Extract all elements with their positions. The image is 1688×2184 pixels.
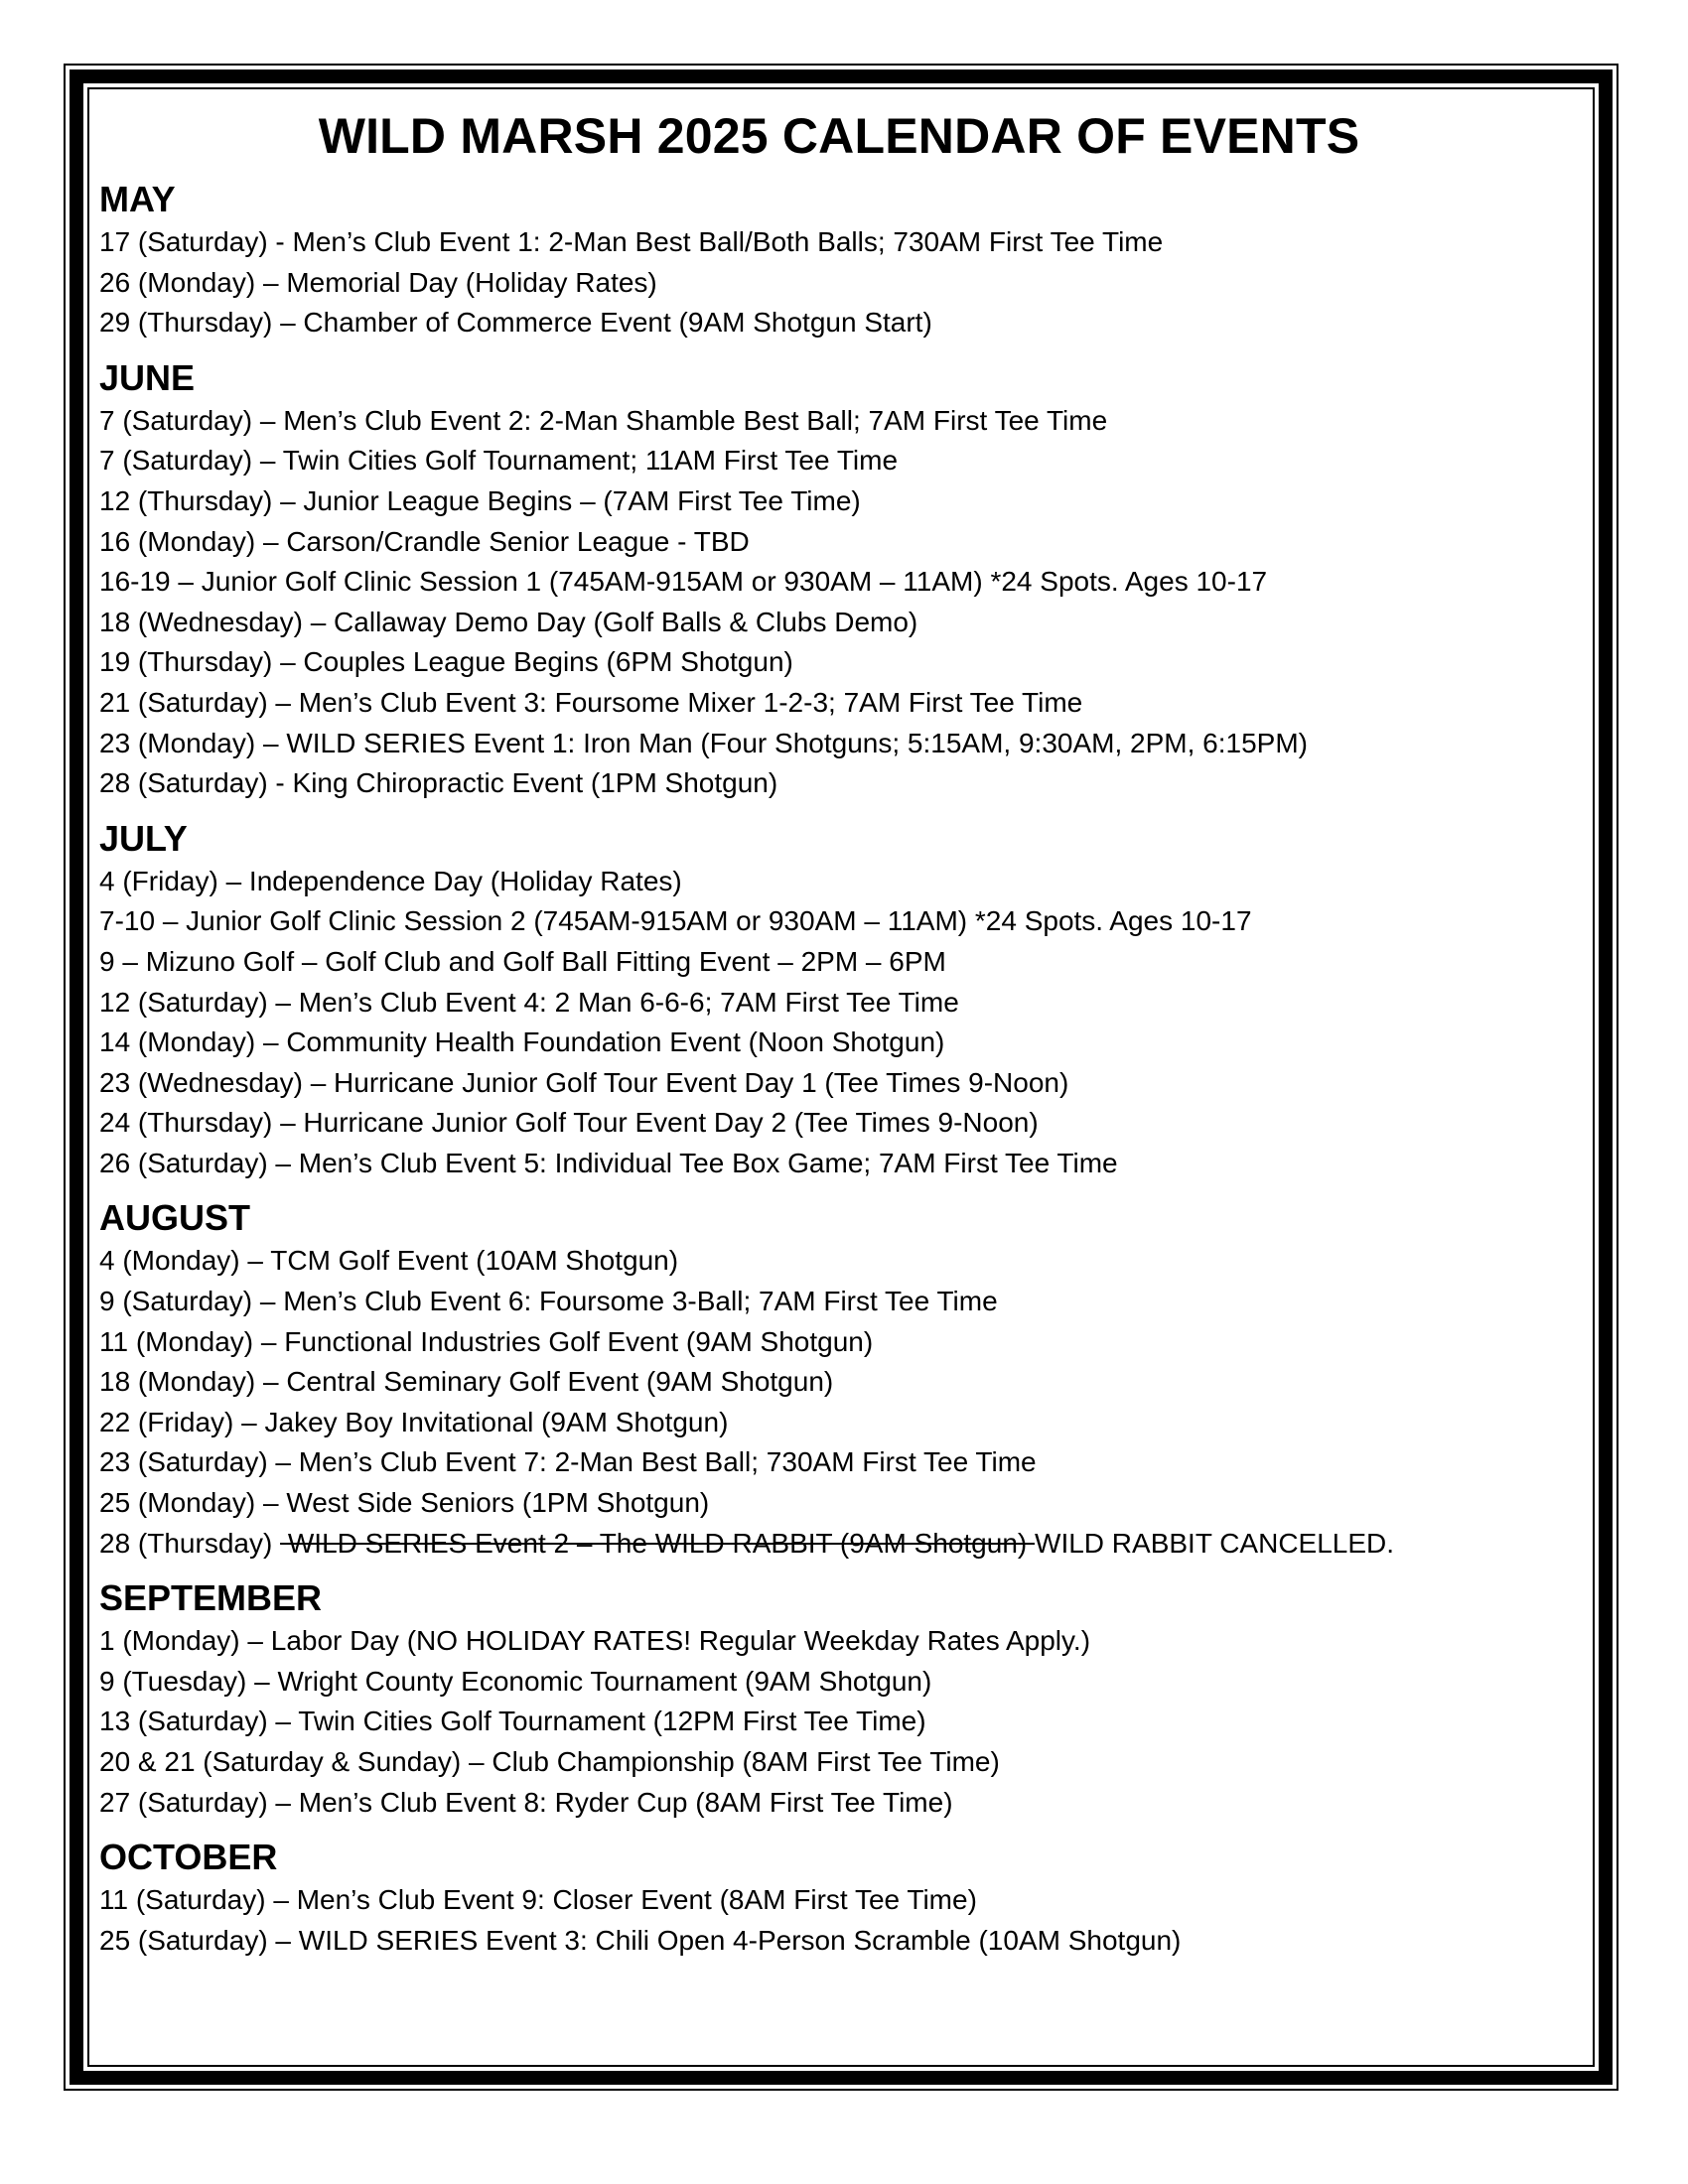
event-line: 17 (Saturday) - Men’s Club Event 1: 2-Man Best Ball/Both Balls; 730AM First Tee Time <box>99 226 1164 257</box>
event-line: 7 (Saturday) – Men’s Club Event 2: 2-Man Shamble Best Ball; 7AM First Tee Time <box>99 404 1108 436</box>
event-line: 23 (Wednesday) – Hurricane Junior Golf Tour Event Day 1 (Tee Times 9-Noon) <box>99 1066 1069 1098</box>
event-line: 18 (Monday) – Central Seminary Golf Event (9AM Shotgun) <box>99 1366 834 1398</box>
event-line: 4 (Monday) – TCM Golf Event (10AM Shotgun) <box>99 1245 679 1277</box>
month-heading-may: MAY <box>99 179 176 219</box>
month-section-august <box>99 1195 1579 1564</box>
month-heading-june: JUNE <box>99 356 196 398</box>
month-heading-july: JULY <box>99 817 188 859</box>
month-heading-august: AUGUST <box>99 1197 250 1239</box>
event-line: 28 (Saturday) - King Chiropractic Event (1PM Shotgun) <box>99 767 778 799</box>
event-line: 25 (Monday) – West Side Seniors (1PM Shotgun) <box>99 1487 710 1519</box>
event-line: 23 (Saturday) – Men’s Club Event 7: 2-Man Best Ball; 730AM First Tee Time <box>99 1446 1037 1478</box>
event-line: 9 (Saturday) – Men’s Club Event 6: Foursome 3-Ball; 7AM First Tee Time <box>99 1286 998 1317</box>
month-section-september <box>99 1575 1579 1823</box>
event-line: 11 (Monday) – Functional Industries Golf Event (9AM Shotgun) <box>99 1325 874 1357</box>
event-line: 29 (Thursday) – Chamber of Commerce Event (9AM Shotgun Start) <box>99 307 932 339</box>
event-line: 23 (Monday) – WILD SERIES Event 1: Iron Man (Four Shotguns; 5:15AM, 9:30AM, 2PM, 6:15PM) <box>99 727 1308 758</box>
event-line: 19 (Thursday) – Couples League Begins (6PM Shotgun) <box>99 646 793 678</box>
month-heading-september: SEPTEMBER <box>99 1577 323 1619</box>
event-line: 7-10 – Junior Golf Clinic Session 2 (745AM-915AM or 930AM – 11AM) *24 Spots. Ages 10-17 <box>99 905 1252 937</box>
event-line: 22 (Friday) – Jakey Boy Invitational (9AM Shotgun) <box>99 1406 729 1437</box>
event-line: 13 (Saturday) – Twin Cities Golf Tournament (12PM First Tee Time) <box>99 1706 926 1737</box>
event-line-cancelled <box>99 1524 1579 1565</box>
event-line: 21 (Saturday) – Men’s Club Event 3: Foursome Mixer 1-2-3; 7AM First Tee Time <box>99 686 1083 718</box>
event-line: 16-19 – Junior Golf Clinic Session 1 (745AM-915AM or 930AM – 11AM) *24 Spots. Ages 10-17 <box>99 566 1268 598</box>
event-line: 25 (Saturday) – WILD SERIES Event 3: Chili Open 4-Person Scramble (10AM Shotgun) <box>99 1924 1182 1956</box>
cancelled-event-date: 28 (Thursday) <box>99 1527 281 1559</box>
month-section-october <box>99 1835 1579 1961</box>
event-line: 7 (Saturday) – Twin Cities Golf Tournament; 11AM First Tee Time <box>99 445 899 477</box>
calendar-content <box>99 107 1579 1973</box>
event-line: 14 (Monday) – Community Health Foundation Event (Noon Shotgun) <box>99 1026 945 1058</box>
event-line: 11 (Saturday) – Men’s Club Event 9: Closer Event (8AM First Tee Time) <box>99 1884 977 1916</box>
event-line: 4 (Friday) – Independence Day (Holiday Rates) <box>99 865 682 896</box>
month-section-may <box>99 177 1579 343</box>
month-heading-october: OCTOBER <box>99 1837 278 1878</box>
event-line: 18 (Wednesday) – Callaway Demo Day (Golf Balls & Clubs Demo) <box>99 606 918 637</box>
page-title: WILD MARSH 2025 CALENDAR OF EVENTS <box>318 108 1360 164</box>
month-section-june <box>99 355 1579 804</box>
event-line: 26 (Monday) – Memorial Day (Holiday Rates) <box>99 266 657 298</box>
event-line: 20 & 21 (Saturday & Sunday) – Club Championship (8AM First Tee Time) <box>99 1746 1000 1777</box>
event-line: 1 (Monday) – Labor Day (NO HOLIDAY RATES! Regular Weekday Rates Apply.) <box>99 1625 1091 1657</box>
event-line: 9 (Tuesday) – Wright County Economic Tournament (9AM Shotgun) <box>99 1665 932 1697</box>
event-line: 16 (Monday) – Carson/Crandle Senior League - TBD <box>99 525 750 557</box>
month-section-july <box>99 816 1579 1184</box>
event-line: 12 (Thursday) – Junior League Begins – (7AM First Tee Time) <box>99 484 861 516</box>
cancelled-event-struck-text: WILD SERIES Event 2 – The WILD RABBIT (9AM Shotgun) <box>280 1527 1036 1559</box>
event-line: 24 (Thursday) – Hurricane Junior Golf Tour Event Day 2 (Tee Times 9-Noon) <box>99 1107 1039 1139</box>
event-line: 12 (Saturday) – Men’s Club Event 4: 2 Man 6-6-6; 7AM First Tee Time <box>99 986 959 1018</box>
event-line: 9 – Mizuno Golf – Golf Club and Golf Ball Fitting Event – 2PM – 6PM <box>99 945 946 977</box>
cancelled-note: WILD RABBIT CANCELLED. <box>1035 1527 1395 1559</box>
event-line: 27 (Saturday) – Men’s Club Event 8: Ryder Cup (8AM First Tee Time) <box>99 1786 953 1818</box>
event-line: 26 (Saturday) – Men’s Club Event 5: Individual Tee Box Game; 7AM First Tee Time <box>99 1147 1118 1178</box>
